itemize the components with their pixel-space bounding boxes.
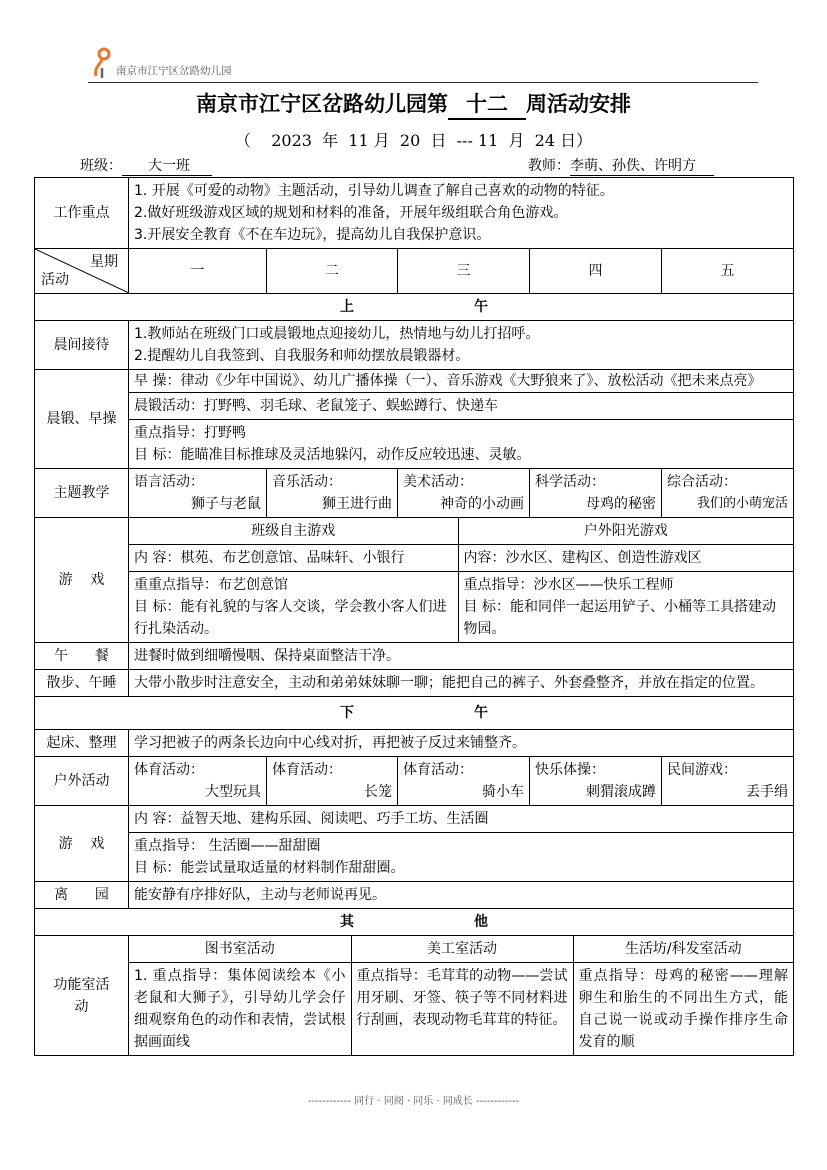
science-room-text: 重点指导：母鸡的秘密——理解卵生和胎生的不同出生方式，能自己说一说或动手操作排序生命发育的顺	[573, 963, 793, 1056]
lunch-content: 进餐时做到细嚼慢咽、保持桌面整洁干净。	[129, 643, 794, 670]
nap-label: 散步、午睡	[35, 670, 129, 697]
games-pm-guidance: 重点指导： 生活圈——甜甜圈	[129, 832, 793, 857]
class-game-guidance: 重重点指导：布艺创意馆	[134, 577, 288, 593]
work-focus-item: 1. 开展《可爱的动物》主题活动，引导幼儿调查了解自己喜欢的动物的特征。	[134, 183, 614, 199]
schedule-table	[34, 177, 794, 1056]
school-logo-icon	[90, 46, 116, 80]
reception-item: 1.教师站在班级门口或晨锻地点迎接幼儿，热情地与幼儿打招呼。	[134, 326, 540, 342]
title-week-number: 十二	[448, 88, 526, 120]
class-game-content: 内 容：棋苑、布艺创意馆、品味轩、小银行	[129, 545, 458, 572]
games-pm-label: 游 戏	[35, 806, 129, 882]
reception-item: 2.提醒幼儿自我签到、自我服务和师幼摆放晨锻器材。	[134, 348, 470, 364]
weekday-corner-top: 星期	[90, 254, 118, 270]
work-focus-item: 2.做好班级游戏区域的规划和材料的准备，开展年级组联合角色游戏。	[134, 205, 568, 221]
weekday-corner-bottom: 活动	[41, 272, 69, 288]
class-label: 班级：	[80, 158, 122, 174]
outdoor-game-goal: 目 标：能和同伴一起运用铲子、小桶等工具搭建动物园。	[463, 599, 776, 637]
morning-guidance-text: 重点指导：打野鸭	[129, 419, 793, 444]
leave-row	[35, 882, 794, 909]
theme-teaching-row	[35, 469, 794, 518]
games-am-label: 游 戏	[35, 518, 129, 643]
morning-exercise-label: 晨锻、早操	[35, 370, 129, 469]
outdoor-cell-mon: 体育活动： 大型玩具	[129, 757, 267, 806]
outdoor-cell-thu: 快乐体操： 刺猬滚成蹲	[530, 757, 662, 806]
outdoor-game-content: 内容：沙水区、建构区、创造性游戏区	[458, 545, 793, 572]
leave-label: 离 园	[35, 882, 129, 909]
science-room-title: 生活坊/科发室活动	[573, 936, 793, 963]
outdoor-row	[35, 757, 794, 806]
class-info	[80, 155, 212, 176]
outdoor-cell-tue: 体育活动： 长笼	[267, 757, 398, 806]
outdoor-game-detail	[458, 572, 793, 643]
class-game-goal: 目 标：能有礼貌的与客人交谈，学会教小客人们进行扎染活动。	[134, 599, 447, 637]
nap-row	[35, 670, 794, 697]
theme-cell-thu: 科学活动： 母鸡的秘密	[530, 469, 662, 518]
outdoor-game-title: 户外阳光游戏	[458, 518, 793, 545]
other-section-row	[35, 909, 794, 936]
wakeup-content: 学习把被子的两条长边向中心线对折，再把被子反过来铺整齐。	[129, 730, 794, 757]
reception-content	[129, 321, 794, 370]
weekday-header-row	[35, 249, 794, 294]
header-divider	[88, 82, 758, 83]
games-pm-goal: 目 标：能尝试量取适量的材料制作甜甜圈。	[134, 860, 405, 876]
weekday-thu: 四	[530, 249, 662, 294]
afternoon-section-row	[35, 697, 794, 730]
morning-ex-text: 早 操：律动《少年中国说》、幼儿广播体操（一）、音乐游戏《大野狼来了》、放松活动《把未来点亮》	[134, 373, 762, 389]
morning-goal-text: 目 标：能瞄准目标推球及灵活地躲闪，动作反应较迅速、灵敏。	[134, 447, 531, 463]
weekday-mon: 一	[129, 249, 267, 294]
theme-cell-mon: 语言活动： 狮子与老鼠	[129, 469, 267, 518]
page-footer: ------------ 同行 · 同阅 · 同乐 · 同成长 ------------	[307, 1096, 520, 1107]
work-focus-content	[129, 178, 794, 249]
teacher-value: 李萌、孙佚、许明方	[570, 155, 714, 176]
weekday-wed: 三	[398, 249, 530, 294]
morning-activities-text: 晨锻活动：打野鸭、羽毛球、老鼠笼子、蜈蚣蹲行、快递车	[129, 392, 793, 419]
morning-section-row	[35, 294, 794, 321]
library-text: 1. 重点指导：集体阅读绘本《小老鼠和大狮子》，引导幼儿学会仔细观察角色的动作和表情，尝试根据画面线	[129, 963, 351, 1056]
wakeup-label: 起床、整理	[35, 730, 129, 757]
nap-content: 大带小散步时注意安全，主动和弟弟妹妹聊一聊；能把自己的裤子、外套叠整齐，并放在指定的位置。	[129, 670, 794, 697]
page-title	[0, 88, 827, 120]
reception-label: 晨间接待	[35, 321, 129, 370]
morning-exercise-content	[129, 370, 794, 469]
outdoor-cell-wed: 体育活动： 骑小车	[398, 757, 530, 806]
weekday-fri: 五	[662, 249, 794, 294]
theme-cell-fri: 综合活动： 我们的小萌宠活	[662, 469, 794, 518]
title-suffix: 周活动安排	[526, 92, 631, 116]
lunch-row	[35, 643, 794, 670]
reception-row	[35, 321, 794, 370]
theme-cell-tue: 音乐活动： 狮王进行曲	[267, 469, 398, 518]
wakeup-row	[35, 730, 794, 757]
weekday-corner-cell	[35, 249, 129, 294]
date-range: （ 2023 年 11 月 20 日 --- 11 月 24 日）	[234, 131, 593, 150]
afternoon-section-header: 下 午	[35, 697, 794, 730]
other-section-header: 其 他	[35, 909, 794, 936]
theme-cell-wed: 美术活动： 神奇的小动画	[398, 469, 530, 518]
weekday-tue: 二	[267, 249, 398, 294]
teacher-label: 教师：	[528, 158, 570, 174]
outdoor-cell-fri: 民间游戏： 丢手绢	[662, 757, 794, 806]
games-am-row	[35, 518, 794, 643]
games-am-content	[129, 518, 794, 643]
page-header	[88, 44, 758, 84]
theme-teaching-label: 主题教学	[35, 469, 129, 518]
outdoor-label: 户外活动	[35, 757, 129, 806]
art-room-title: 美工室活动	[351, 936, 573, 963]
class-game-detail	[129, 572, 458, 643]
library-title: 图书室活动	[129, 936, 351, 963]
header-school-name: 南京市江宁区岔路幼儿园	[116, 65, 232, 77]
art-room-text: 重点指导：毛茸茸的动物——尝试用牙刷、牙签、筷子等不同材料进行刮画，表现动物毛茸茸的特征。	[351, 963, 573, 1056]
games-pm-row	[35, 806, 794, 882]
function-room-content	[129, 936, 794, 1056]
class-value: 大一班	[122, 155, 212, 176]
title-prefix: 南京市江宁区岔路幼儿园第	[196, 92, 448, 116]
morning-exercise-row	[35, 370, 794, 469]
leave-content: 能安静有序排好队，主动与老师说再见。	[129, 882, 794, 909]
games-pm-content	[129, 806, 794, 882]
lunch-label: 午 餐	[35, 643, 129, 670]
work-focus-item: 3.开展安全教育《不在车边玩》，提高幼儿自我保护意识。	[134, 227, 491, 243]
morning-section-header: 上 午	[35, 294, 794, 321]
work-focus-row	[35, 178, 794, 249]
work-focus-label: 工作重点	[35, 178, 129, 249]
games-pm-content-text: 内 容：益智天地、建构乐园、阅读吧、巧手工坊、生活圈	[134, 811, 489, 827]
class-game-title: 班级自主游戏	[129, 518, 458, 545]
outdoor-game-guidance: 重点指导：沙水区——快乐工程师	[463, 577, 674, 593]
teacher-info	[528, 155, 714, 176]
function-room-row	[35, 936, 794, 1056]
function-room-label: 功能室活动	[35, 936, 129, 1056]
